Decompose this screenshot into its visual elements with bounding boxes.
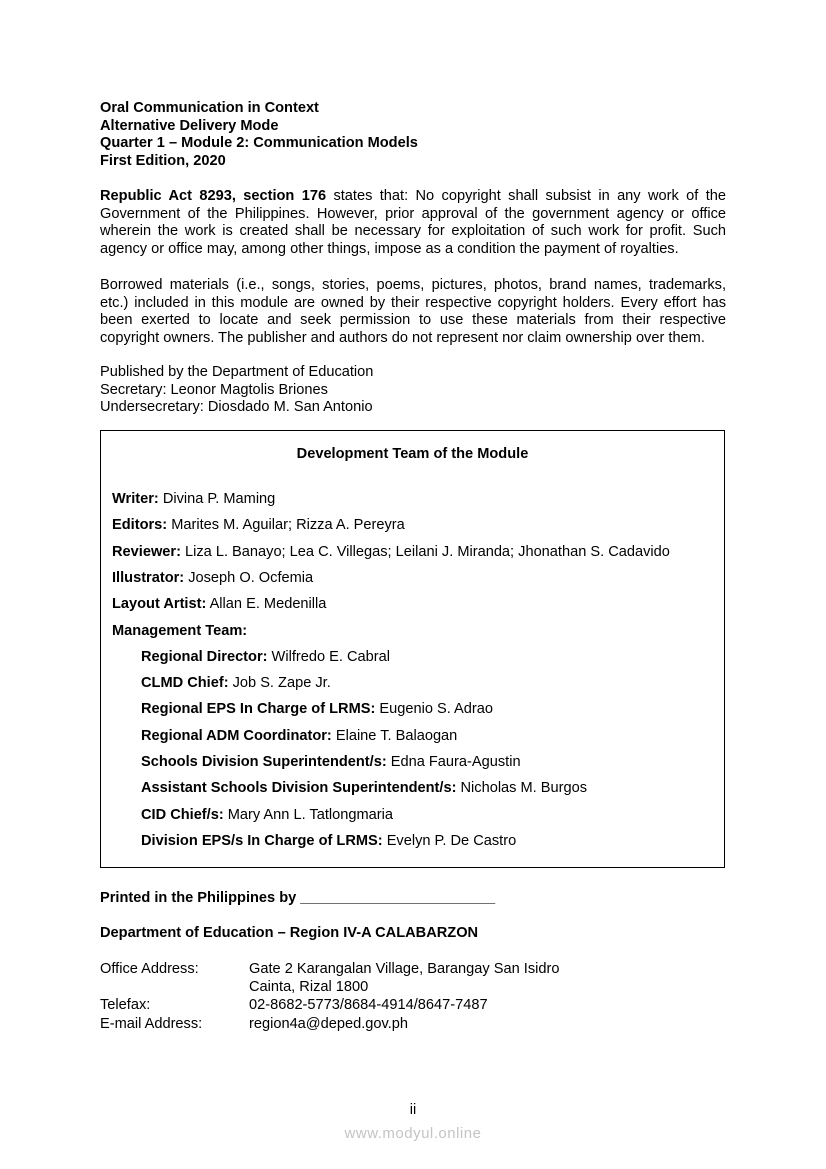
copyright-law: Republic Act 8293, section 176 [100, 188, 327, 204]
address-value: 02-8682-5773/8684-4914/8647-7487 [249, 997, 488, 1014]
copyright-notice [100, 188, 726, 258]
address-row [100, 1015, 408, 1033]
member-names: Divina P. Maming [158, 491, 276, 507]
member-names: Joseph O. Ocfemia [184, 569, 314, 586]
address-row [100, 996, 488, 1014]
copyright-text: states that: No copyright shall subsist in any work of the Government of the Philippines. However, prior approval of the government agency or office wherein the work is created shall be necessary for exploitation of such work for profit. Such agency or office may, among other things, impose as a condition the payment of royalties. [100, 188, 726, 257]
member-names: Elaine T. Balaogan [331, 727, 458, 744]
development-team-box [100, 430, 725, 868]
role-label: Schools Division Superintendent/s: [141, 754, 387, 770]
address-value: Cainta, Rizal 1800 [249, 979, 369, 996]
role-label: Writer: [112, 491, 159, 507]
address-value: region4a@deped.gov.ph [249, 1015, 408, 1032]
address-value: Gate 2 Karangalan Village, Barangay San Isidro [249, 961, 560, 977]
team-member-row [112, 490, 275, 508]
role-label: Management Team: [112, 622, 248, 639]
printed-by: Printed in the Philippines by ________________________ [100, 890, 496, 906]
team-member-row [141, 753, 521, 771]
team-member-row [112, 622, 247, 640]
team-member-row [141, 779, 587, 797]
secretary: Secretary: Leonor Magtolis Briones [100, 381, 328, 398]
role-label: Illustrator: [112, 569, 185, 586]
member-names: Liza L. Banayo; Lea C. Villegas; Leilani J. Miranda; Jhonathan S. Cadavido [180, 543, 670, 560]
edition: First Edition, 2020 [100, 152, 226, 169]
role-label: Reviewer: [112, 543, 181, 560]
team-member-row [141, 648, 390, 666]
member-names: Eugenio S. Adrao [375, 701, 493, 718]
role-label: Assistant Schools Division Superintendent/s: [141, 780, 457, 797]
role-label: Layout Artist: [112, 596, 207, 613]
member-names: Wilfredo E. Cabral [267, 648, 390, 665]
role-label: Regional EPS In Charge of LRMS: [141, 701, 376, 718]
team-member-row [112, 543, 670, 561]
role-label: Editors: [112, 517, 168, 534]
team-member-row [141, 806, 393, 824]
role-label: CLMD Chief: [141, 675, 229, 692]
team-member-row [141, 674, 331, 692]
watermark: www.modyul.online [344, 1125, 482, 1142]
address-label: E-mail Address: [100, 1015, 203, 1032]
address-label: Telefax: [100, 997, 151, 1014]
role-label: CID Chief/s: [141, 806, 224, 823]
module-title-block [100, 100, 726, 170]
module-subtitle: Quarter 1 – Module 2: Communication Models [100, 135, 418, 152]
member-names: Mary Ann L. Tatlongmaria [223, 806, 393, 823]
role-label: Division EPS/s In Charge of LRMS: [141, 832, 383, 849]
member-names: Nicholas M. Burgos [456, 780, 588, 797]
address-label: Office Address: [100, 961, 199, 977]
delivery-mode: Alternative Delivery Mode [100, 117, 279, 134]
member-names: Evelyn P. De Castro [382, 832, 517, 849]
deped-region: Department of Education – Region IV-A CALABARZON [100, 925, 479, 941]
address-row [100, 960, 560, 978]
page-number: ii [409, 1102, 417, 1118]
team-member-row [141, 832, 516, 850]
member-names: Allan E. Medenilla [206, 596, 327, 613]
role-label: Regional ADM Coordinator: [141, 727, 332, 744]
development-team-title: Development Team of the Module [296, 446, 529, 462]
team-member-row [112, 569, 313, 587]
team-member-row [141, 700, 493, 718]
member-names: Marites M. Aguilar; Rizza A. Pereyra [167, 517, 405, 534]
team-member-row [112, 595, 326, 613]
member-names: Job S. Zape Jr. [228, 675, 331, 692]
team-member-row [112, 516, 405, 534]
module-title: Oral Communication in Context [100, 100, 319, 116]
publisher-block [100, 364, 726, 417]
member-names: Edna Faura-Agustin [386, 754, 521, 770]
publisher: Published by the Department of Education [100, 364, 374, 380]
team-member-row [141, 727, 457, 745]
borrowed-materials-notice: Borrowed materials (i.e., songs, stories, poems, pictures, photos, brand names, trademarks, etc.) included in this module are owned by their respective copyright holders. Every effort has been exerted to locate and seek permission to use these materials from their respective copyright owners. The publisher and authors do not represent nor claim ownership over them. [100, 277, 726, 346]
undersecretary: Undersecretary: Diosdado M. San Antonio [100, 399, 373, 416]
role-label: Regional Director: [141, 648, 268, 665]
